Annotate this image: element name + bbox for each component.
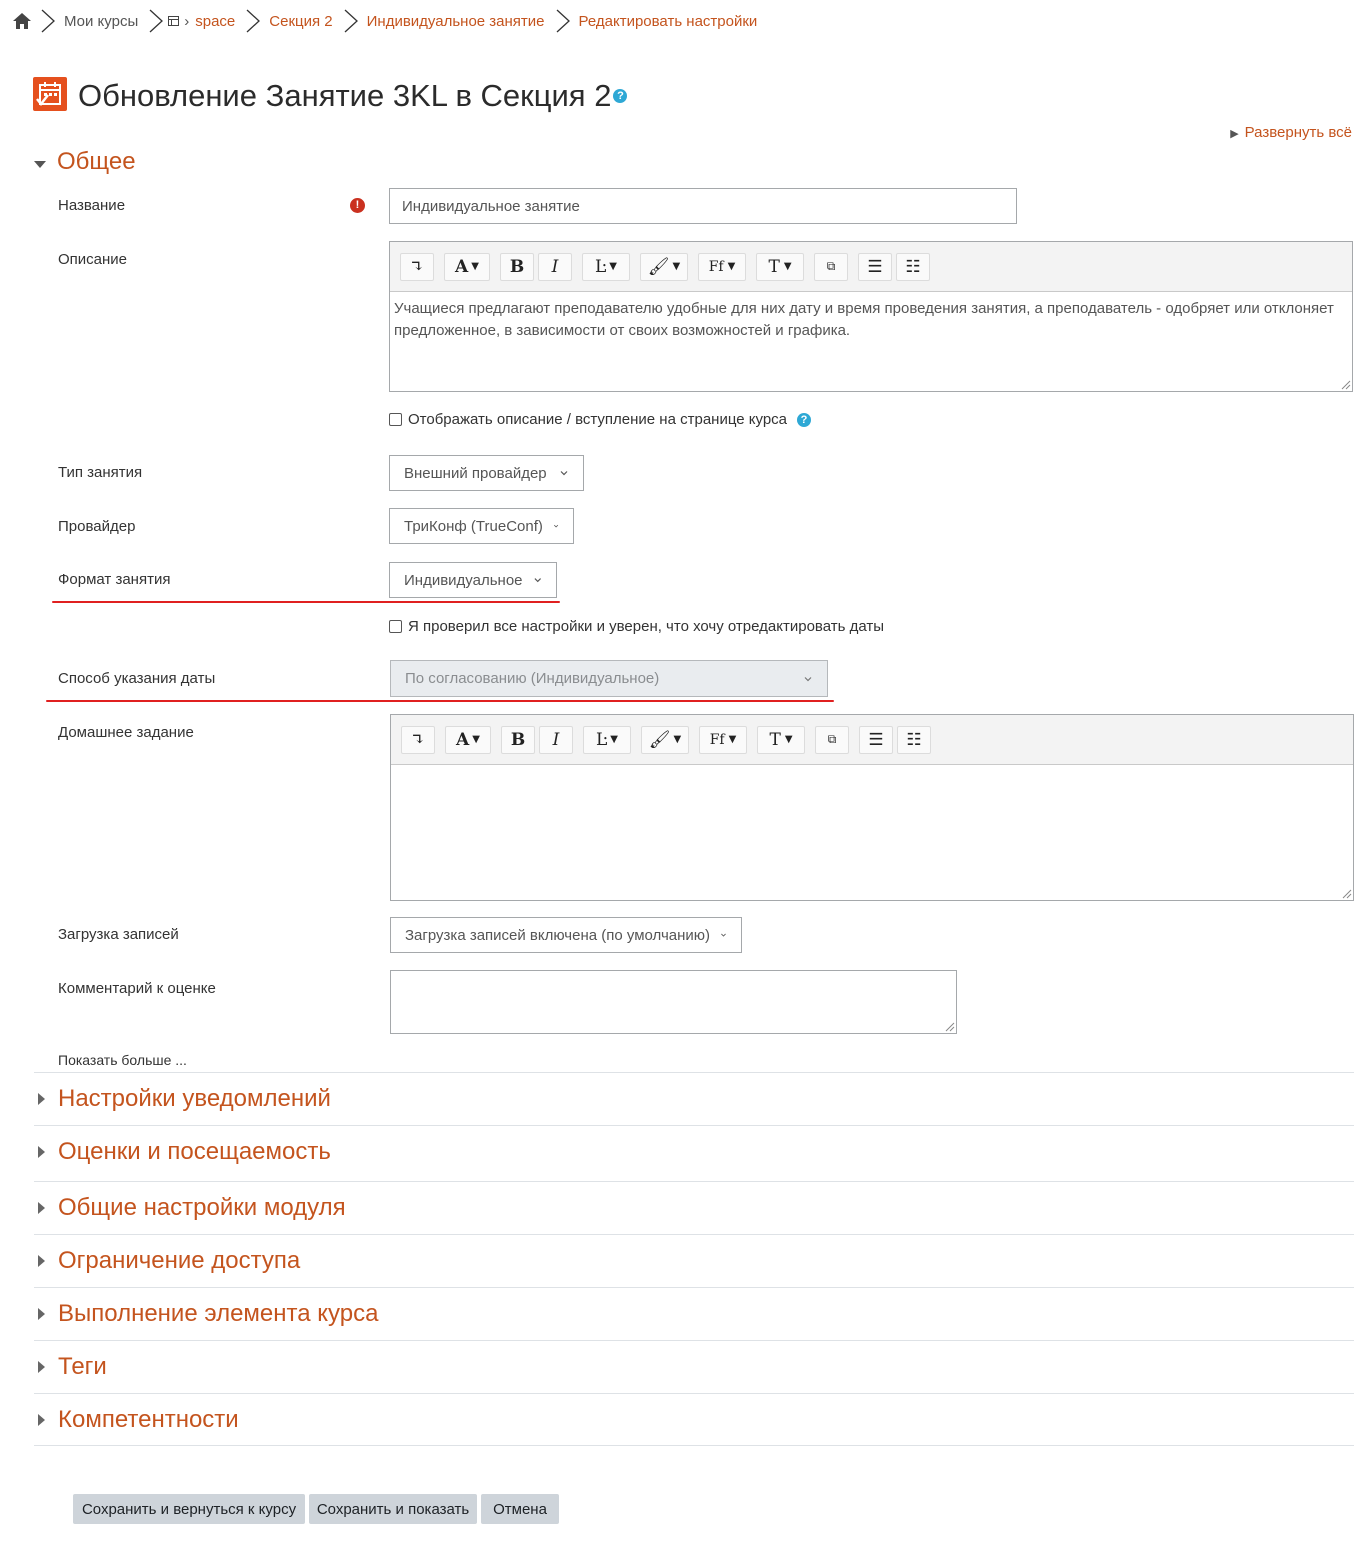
section-grades-title: Оценки и посещаемость (58, 1138, 331, 1165)
chevron-right-icon (34, 8, 60, 34)
format-select[interactable] (389, 562, 557, 598)
expand-all-text: Развернуть всё (1244, 124, 1352, 141)
description-text-area[interactable]: Учащиеся предлагают преподавателю удобные для них дату и время проведения занятия, а преподаватель - одобряет или отклоняет предложенное, в зависимости от своих возможностей и графика. (394, 300, 1334, 339)
font-size-button[interactable] (757, 726, 805, 754)
caret-right-icon (34, 1308, 58, 1320)
brush-icon: 🖌 (648, 729, 671, 750)
format-value: Индивидуальное (404, 571, 523, 589)
home-icon[interactable] (10, 9, 34, 33)
section-competencies[interactable] (34, 1393, 1354, 1446)
caret-down-icon: ▼ (610, 734, 618, 745)
editor-toolbar (391, 715, 1353, 765)
bold-button[interactable]: B (501, 726, 535, 754)
numbered-list-button[interactable] (896, 253, 930, 281)
caret-down-icon: ▼ (672, 261, 681, 272)
grade-comment-label: Комментарий к оценке (58, 980, 216, 997)
help-icon[interactable]: ? (613, 89, 627, 103)
provider-label: Провайдер (58, 518, 136, 535)
section-general-title: Общее (57, 148, 136, 175)
name-label: Название (58, 197, 126, 214)
category-icon (168, 16, 182, 26)
page-title-text: Обновление Занятие 3KL в Секция 2 (78, 78, 612, 113)
recordings-select[interactable] (390, 917, 742, 953)
help-icon[interactable]: ? (797, 413, 811, 427)
page-title (78, 76, 627, 116)
caret-down-icon: ▼ (728, 734, 737, 745)
italic-button[interactable]: I (539, 726, 573, 754)
confirm-edit-checkbox[interactable] (389, 620, 402, 633)
chevron-right-icon (549, 8, 575, 34)
lesson-type-label: Тип занятия (58, 464, 143, 481)
bold-button[interactable]: B (500, 253, 534, 281)
section-competencies-title: Компетентности (58, 1405, 239, 1433)
caret-down-icon: ▼ (673, 734, 682, 745)
caret-down-icon: ▼ (784, 734, 793, 745)
numbered-list-button[interactable] (897, 726, 931, 754)
section-completion-title: Выполнение элемента курса (58, 1300, 379, 1327)
chevron-right-icon (239, 8, 265, 34)
section-module-settings[interactable] (34, 1181, 1354, 1234)
bullet-list-icon: ☰ (867, 256, 883, 277)
collapse-toolbar-button[interactable] (401, 726, 435, 754)
bullet-list-icon: ☰ (868, 729, 884, 750)
font-size-button[interactable] (756, 253, 804, 281)
lesson-type-value: Внешний провайдер (404, 464, 547, 482)
caret-right-icon (34, 1202, 58, 1214)
media-icon: ⧉ (826, 259, 836, 273)
section-grades[interactable] (34, 1125, 1354, 1178)
section-access-restriction[interactable] (34, 1234, 1354, 1287)
caret-down-icon: ▼ (471, 261, 479, 272)
section-tags-title: Теги (58, 1353, 107, 1380)
caret-right-icon (34, 1255, 58, 1267)
caret-right-icon (34, 1361, 58, 1373)
section-notifications[interactable] (34, 1072, 1354, 1125)
breadcrumb-my-courses[interactable]: Мои курсы (64, 12, 139, 30)
resize-handle-icon[interactable] (1342, 889, 1352, 899)
breadcrumb-activity[interactable]: Индивидуальное занятие (366, 12, 545, 30)
grade-comment-textarea[interactable] (390, 970, 957, 1034)
chevron-small-icon: › (184, 12, 190, 30)
section-module-settings-title: Общие настройки модуля (58, 1194, 346, 1221)
resize-handle-icon[interactable] (945, 1022, 955, 1032)
brush-icon: 🖌 (647, 256, 670, 277)
font-color-icon: A (456, 729, 470, 750)
font-size-icon: T (768, 256, 780, 277)
breadcrumb-edit-settings[interactable]: Редактировать настройки (578, 12, 758, 30)
date-method-label: Способ указания даты (58, 670, 216, 687)
font-color-button[interactable] (445, 726, 491, 754)
bullet-list-button[interactable] (858, 253, 892, 281)
show-more-link[interactable]: Показать больше ... (58, 1052, 187, 1068)
numbered-list-icon: ☷ (906, 729, 922, 750)
bullet-list-button[interactable] (859, 726, 893, 754)
font-size-icon: T (769, 729, 781, 750)
activity-calendar-icon (33, 77, 67, 111)
provider-select[interactable] (389, 508, 574, 544)
annotation-underline (52, 601, 560, 603)
show-description-row (389, 411, 811, 428)
arrow-down-turn-icon: ↴ (410, 729, 426, 750)
media-icon: ⧉ (827, 732, 837, 746)
annotation-underline (46, 700, 834, 702)
caret-right-icon (34, 1414, 58, 1426)
media-button[interactable] (815, 726, 849, 754)
chevron-right-icon (142, 8, 168, 34)
style-pen-icon: Ŀ (596, 729, 608, 750)
chevron-down-icon (553, 521, 559, 531)
recordings-value: Загрузка записей включена (по умолчанию) (405, 926, 711, 944)
recordings-label: Загрузка записей (58, 926, 179, 943)
section-notifications-title: Настройки уведомлений (58, 1085, 331, 1112)
breadcrumb (10, 8, 761, 34)
chevron-down-icon (720, 930, 727, 940)
date-method-select[interactable] (390, 660, 828, 697)
caret-down-icon: ▼ (472, 734, 480, 745)
confirm-edit-label: Я проверил все настройки и уверен, что хочу отредактировать даты (408, 618, 884, 635)
arrow-down-turn-icon: ↴ (409, 256, 425, 277)
date-method-value: По согласованию (Индивидуальное) (405, 670, 660, 687)
font-family-icon: Ff (708, 258, 724, 275)
editor-toolbar (390, 242, 1352, 292)
section-tags[interactable] (34, 1340, 1354, 1393)
breadcrumb-section[interactable]: Секция 2 (269, 12, 333, 30)
required-icon: ! (350, 198, 365, 213)
show-description-checkbox[interactable] (389, 413, 402, 426)
homework-editor (390, 714, 1354, 901)
chevron-right-icon (337, 8, 363, 34)
save-display-button[interactable]: Сохранить и показать (309, 1494, 477, 1524)
caret-right-icon: ▶ (1230, 128, 1239, 140)
brush-button[interactable] (641, 726, 689, 754)
lesson-type-select[interactable] (389, 455, 584, 491)
cancel-button[interactable]: Отмена (481, 1494, 559, 1524)
chevron-down-icon (533, 575, 542, 585)
homework-label: Домашнее задание (58, 724, 194, 741)
caret-right-icon (34, 1146, 58, 1158)
caret-down-icon (34, 148, 54, 176)
format-label: Формат занятия (58, 571, 171, 588)
caret-right-icon (34, 1093, 58, 1105)
font-color-button[interactable] (444, 253, 490, 281)
homework-text-area[interactable] (391, 765, 1353, 895)
style-pen-icon: Ŀ (595, 256, 607, 277)
numbered-list-icon: ☷ (905, 256, 921, 277)
expand-all-link[interactable] (1230, 124, 1352, 141)
italic-button[interactable]: I (538, 253, 572, 281)
caret-down-icon: ▼ (727, 261, 736, 272)
section-access-restriction-title: Ограничение доступа (58, 1247, 301, 1274)
styles-button[interactable] (583, 726, 631, 754)
save-return-button[interactable]: Сохранить и вернуться к курсу (73, 1494, 305, 1524)
description-label: Описание (58, 251, 128, 268)
brush-button[interactable] (640, 253, 688, 281)
breadcrumb-space[interactable]: space (195, 12, 236, 30)
show-description-label: Отображать описание / вступление на странице курса (408, 411, 787, 428)
resize-handle-icon[interactable] (1341, 380, 1351, 390)
styles-button[interactable] (582, 253, 630, 281)
caret-down-icon: ▼ (609, 261, 617, 272)
section-completion[interactable] (34, 1287, 1354, 1340)
media-button[interactable] (814, 253, 848, 281)
chevron-down-icon (559, 468, 569, 478)
name-input[interactable]: Индивидуальное занятие (389, 188, 1017, 224)
caret-down-icon: ▼ (783, 261, 792, 272)
chevron-down-icon (803, 674, 813, 684)
font-family-icon: Ff (709, 731, 725, 748)
description-editor (389, 241, 1353, 392)
section-general-header[interactable] (34, 148, 136, 176)
provider-value: ТриКонф (TrueConf) (404, 517, 543, 535)
confirm-edit-row (389, 618, 884, 635)
font-color-icon: A (455, 256, 469, 277)
font-family-button[interactable] (699, 726, 747, 754)
font-family-button[interactable] (698, 253, 746, 281)
collapse-toolbar-button[interactable] (400, 253, 434, 281)
